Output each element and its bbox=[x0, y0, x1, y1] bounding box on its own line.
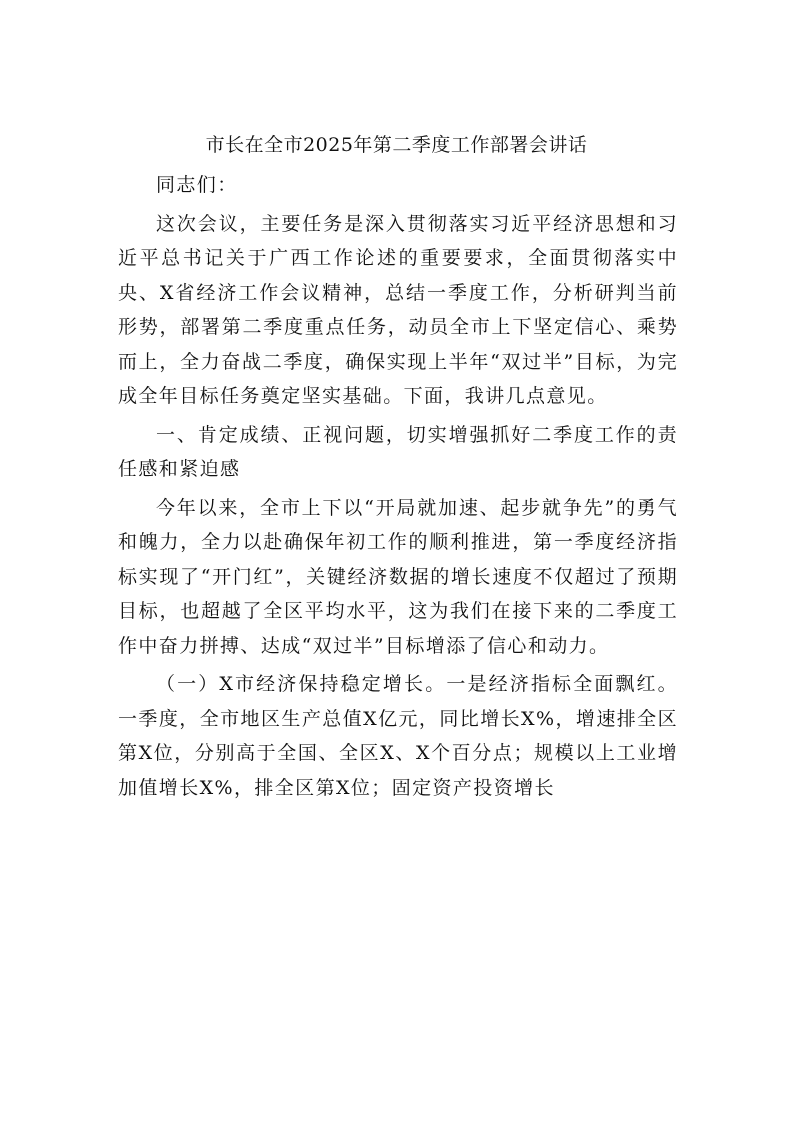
greeting: 同志们： bbox=[156, 174, 238, 196]
document-title: 市长在全市2025年第二季度工作部署会讲话 bbox=[205, 134, 588, 156]
paragraph-economy: （一）X市经济保持稳定增长。一是经济指标全面飘红。一季度，全市地区生产总值X亿元，同比增长X%，增速排全区第X位，分别高于全国、全区X、X个百分点；规模以上工业增加值增长X%，排全区第X位；固定资产投资增长 bbox=[118, 673, 678, 799]
section-heading-1: 一、肯定成绩、正视问题，切实增强抓好二季度工作的责任感和紧迫感 bbox=[118, 423, 678, 480]
paragraph-achievements: 今年以来，全市上下以“开局就加速、起步就争先”的勇气和魄力，全力以赴确保年初工作的顺利推进，第一季度经济指标实现了“开门红”，关键经济数据的增长速度不仅超过了预期目标，也超越了全区平均水平，这为我们在接下来的二季度工作中奋力拼搏、达成“双过半”目标增添了信心和动力。 bbox=[118, 496, 678, 657]
paragraph-intro: 这次会议，主要任务是深入贯彻落实习近平经济思想和习近平总书记关于广西工作论述的重要要求，全面贯彻落实中央、X省经济工作会议精神，总结一季度工作，分析研判当前形势，部署第二季度重点任务，动员全市上下坚定信心、乘势而上，全力奋战二季度，确保实现上半年“双过半”目标，为完成全年目标任务奠定坚实基础。下面，我讲几点意见。 bbox=[118, 212, 678, 407]
document-body bbox=[118, 168, 678, 805]
